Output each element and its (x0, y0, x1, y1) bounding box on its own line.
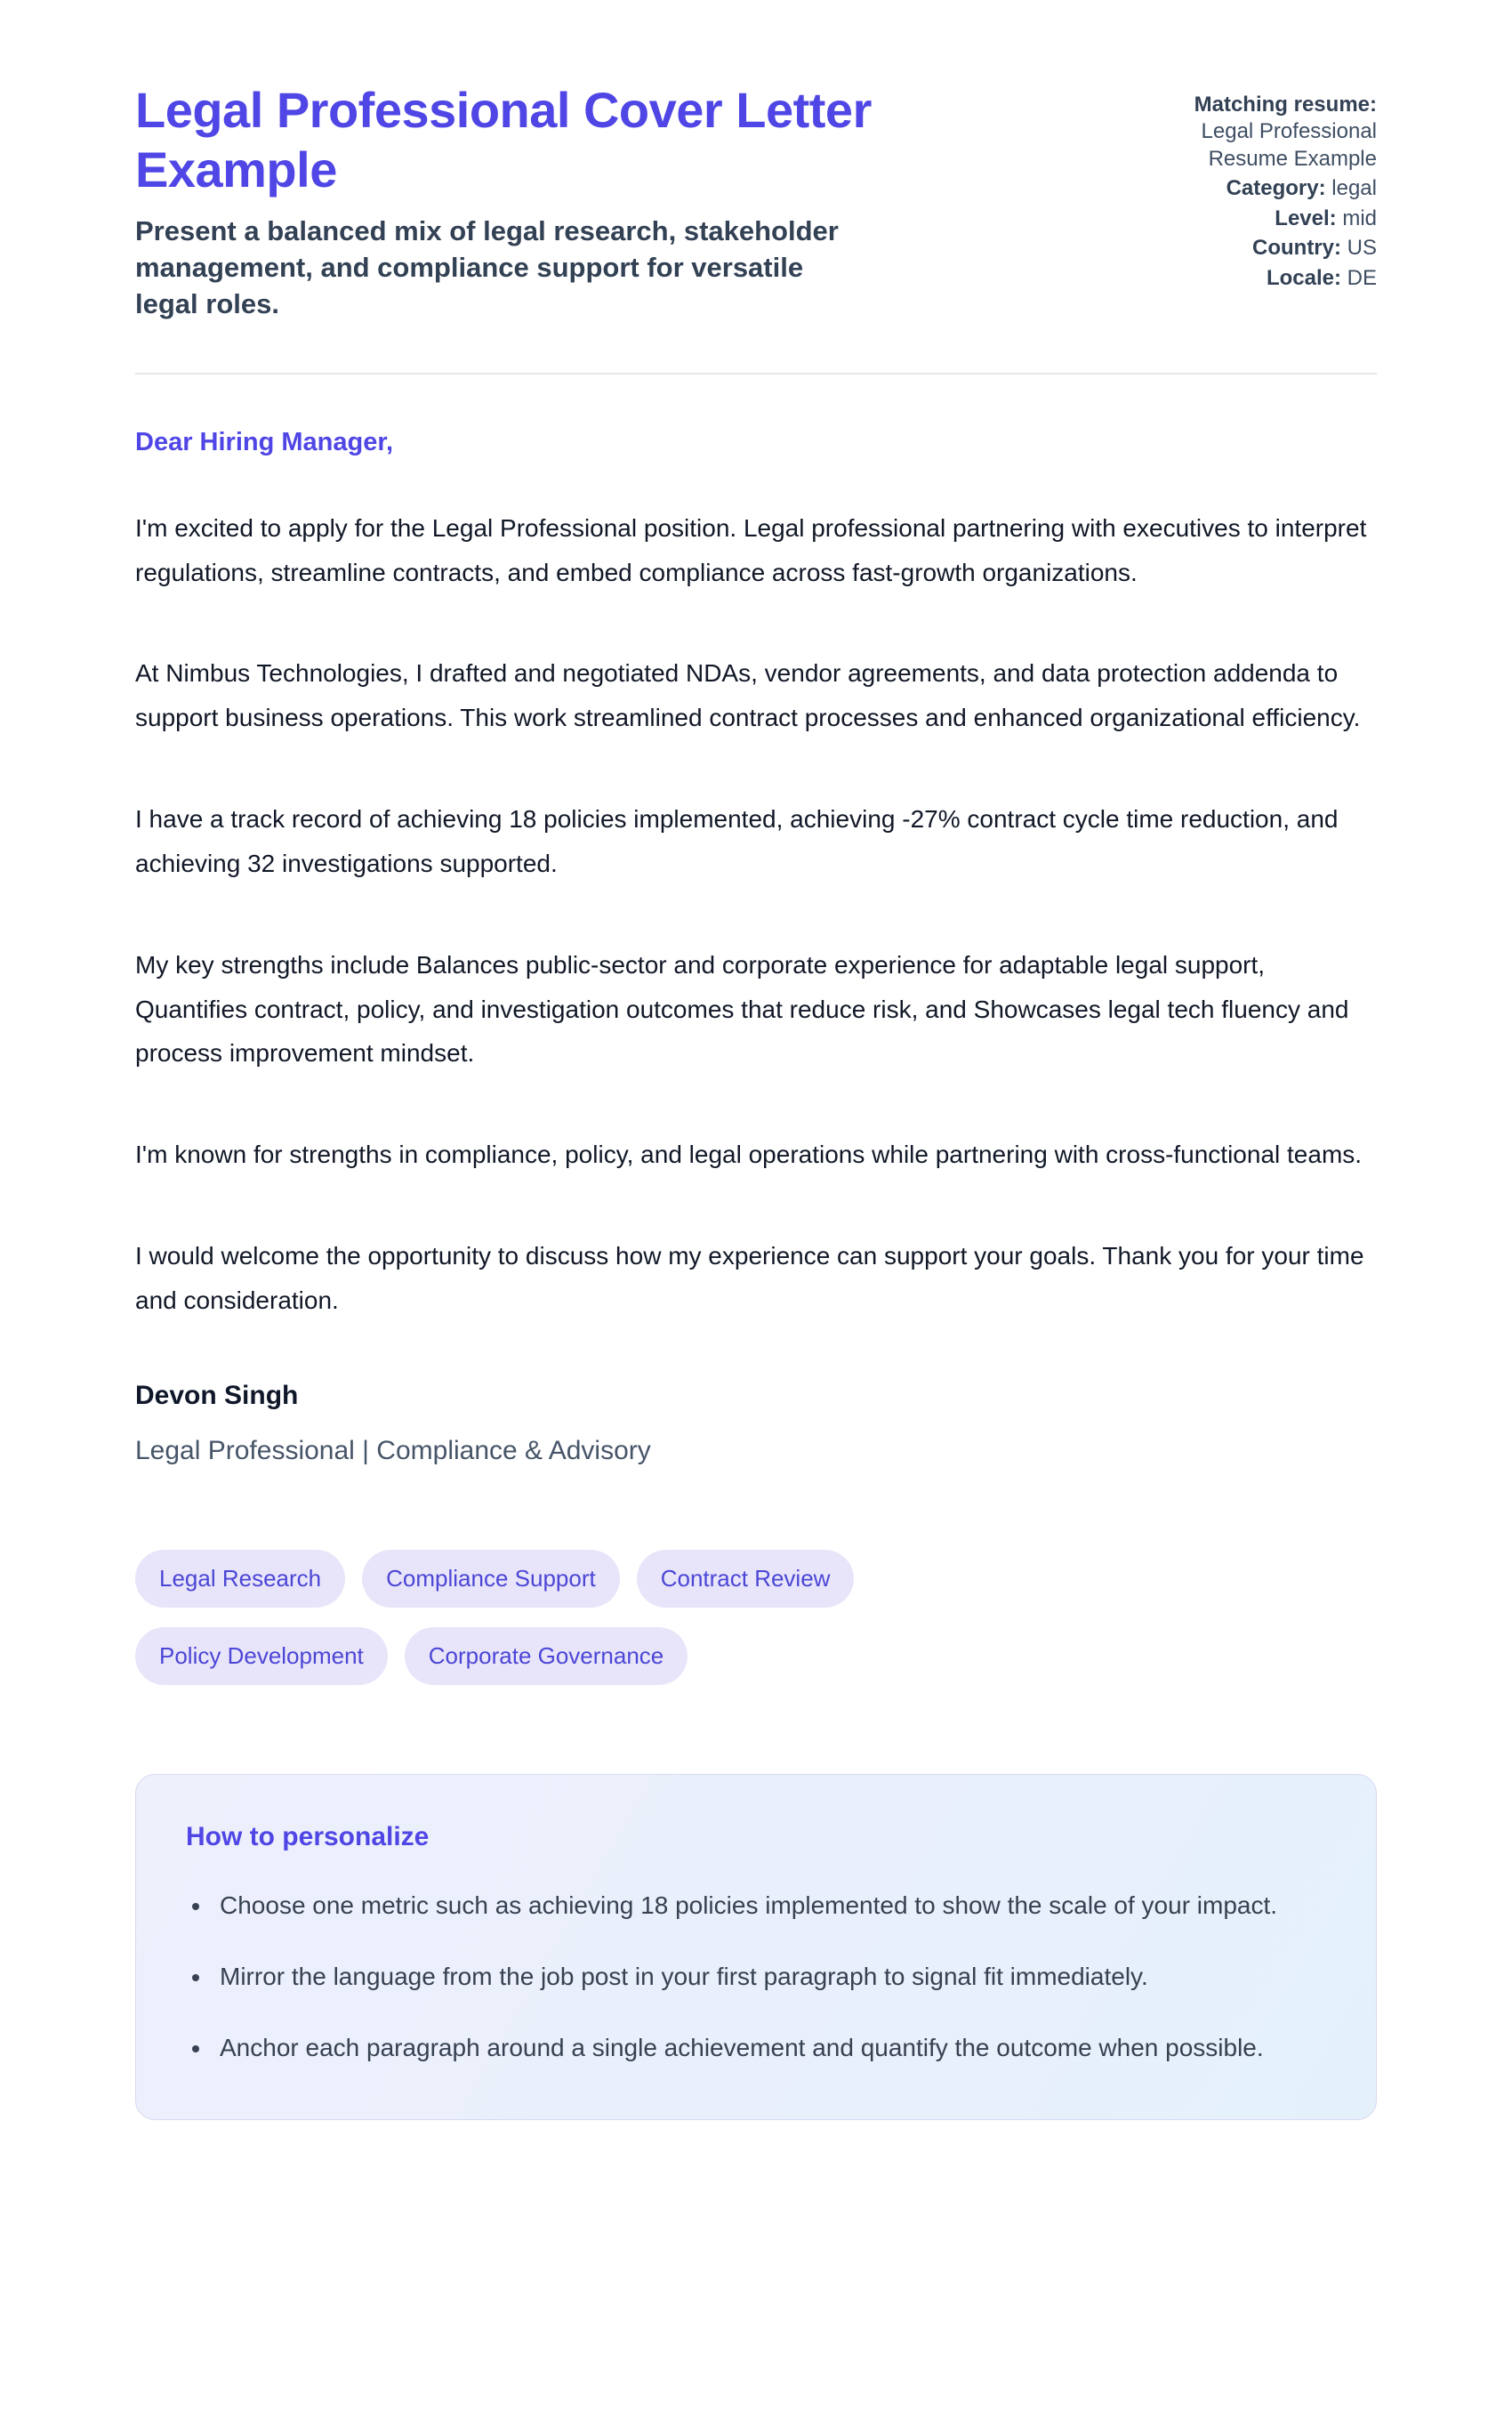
tag-corporate-governance: Corporate Governance (405, 1627, 688, 1685)
page-subtitle: Present a balanced mix of legal research, stakeholder management, and compliance support for versatile legal roles. (135, 215, 839, 320)
personalize-tip-box (135, 1774, 1377, 2120)
letter-greeting: Dear Hiring Manager, (135, 428, 394, 457)
personalize-bullet: • Mirror the language from the job post in your first paragraph to signal fit immediately. (213, 1956, 1307, 1997)
meta-resume-value: Legal Professional Resume Example (1201, 119, 1377, 171)
letter-paragraph: At Nimbus Technologies, I drafted and negotiated NDAs, vendor agreements, and data protection addenda to support business operations. This work streamlined contract processes and enhanced organizational efficiency. (135, 659, 1361, 732)
letter-body (135, 426, 1377, 1468)
tag-legal-research: Legal Research (135, 1550, 345, 1608)
meta-level-label: Level: (1275, 206, 1337, 230)
letter-paragraph: I have a track record of achieving 18 policies implemented, achieving -27% contract cycle time reduction, and achieving 32 investigations supported. (135, 805, 1339, 877)
letter-paragraph: I'm excited to apply for the Legal Professional position. Legal professional partnering with executives to interpret regulations, streamline contracts, and embed compliance across fast-growth organizations. (135, 513, 1367, 586)
meta-country (994, 235, 1377, 262)
meta-resume-label: Matching resume: (1194, 93, 1377, 117)
tag-compliance-support: Compliance Support (362, 1550, 620, 1608)
letter-paragraph: My key strengths include Balances public-sector and corporate experience for adaptable legal support, Quantifies contract, policy, and investigation outcomes that reduce risk, and Showcases legal tech fluency and process improvement mindset. (135, 950, 1349, 1068)
meta-locale (994, 265, 1377, 292)
personalize-bullet: • Choose one metric such as achieving 18 policies implemented to show the scale of your impact. (213, 1885, 1307, 1926)
meta-category-value: legal (1331, 176, 1377, 201)
personalize-bullet: • Anchor each paragraph around a single achievement and quantify the outcome when possible. (213, 2028, 1307, 2068)
meta-locale-value: DE (1347, 265, 1377, 290)
page-title: Legal Professional Cover Letter Example (135, 82, 872, 198)
page-header (135, 80, 1377, 323)
meta-level (994, 206, 1377, 232)
letter-paragraph: I'm known for strengths in compliance, policy, and legal operations while partnering with cross-functional teams. (135, 1141, 1363, 1169)
signature-role: Legal Professional | Compliance & Advisory (135, 1435, 651, 1465)
skill-tags (135, 1550, 1114, 1685)
title-block (135, 80, 994, 323)
meta-block (994, 80, 1377, 292)
meta-country-value: US (1347, 236, 1377, 261)
signature-name: Devon Singh (135, 1380, 299, 1410)
letter-paragraph: I would welcome the opportunity to discuss how my experience can support your goals. Thank you for your time and consideration. (135, 1242, 1364, 1314)
meta-country-label: Country: (1252, 236, 1341, 261)
signature-block (135, 1380, 1377, 1468)
content-container (135, 0, 1377, 2120)
meta-level-value: mid (1342, 206, 1377, 230)
meta-matching-resume (994, 92, 1377, 173)
tag-contract-review: Contract Review (637, 1550, 855, 1608)
header-divider (135, 373, 1377, 375)
tag-policy-development: Policy Development (135, 1627, 388, 1685)
meta-locale-label: Locale: (1266, 265, 1341, 290)
personalize-heading: How to personalize (186, 1822, 430, 1852)
meta-category-label: Category: (1226, 176, 1326, 201)
personalize-list (186, 1885, 1326, 2069)
meta-category (994, 175, 1377, 202)
